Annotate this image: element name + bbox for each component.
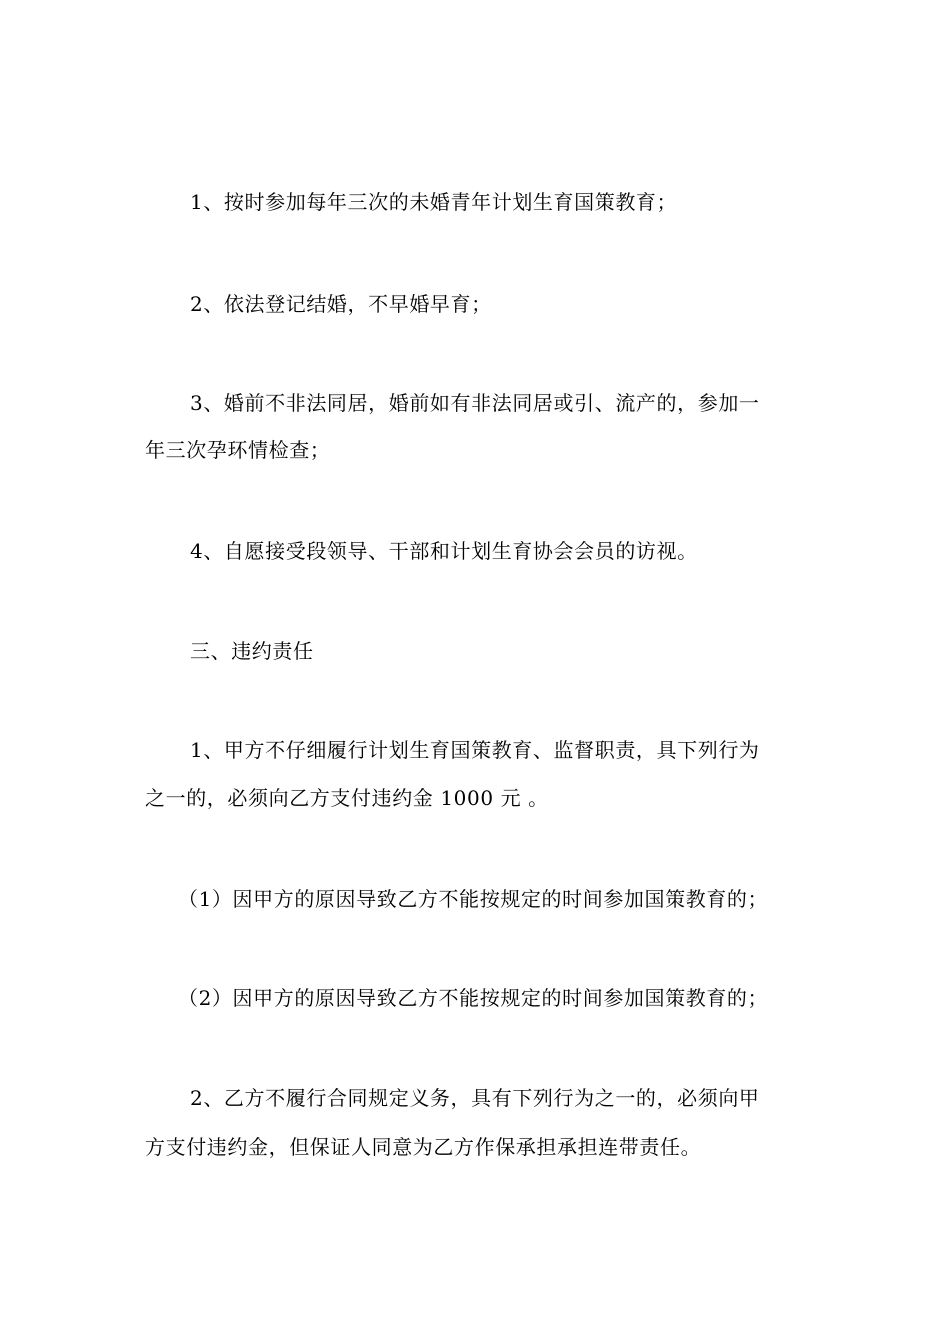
paragraph-item-4: 4、自愿接受段领导、干部和计划生育协会会员的访视。 bbox=[190, 539, 698, 563]
sub-clause-1: （1）因甲方的原因导致乙方不能按规定的时间参加国策教育的； bbox=[178, 887, 769, 911]
paragraph-item-2: 2、依法登记结婚，不早婚早育； bbox=[190, 292, 492, 316]
clause-2-line-1: 2、乙方不履行合同规定义务，具有下列行为之一的，必须向甲 bbox=[190, 1086, 760, 1110]
section-heading: 三、违约责任 bbox=[190, 639, 314, 663]
sub-clause-2: （2）因甲方的原因导致乙方不能按规定的时间参加国策教育的； bbox=[178, 986, 769, 1010]
clause-1-line-1: 1、甲方不仔细履行计划生育国策教育、监督职责，具下列行为 bbox=[190, 738, 760, 762]
paragraph-item-1: 1、按时参加每年三次的未婚青年计划生育国策教育； bbox=[190, 190, 678, 214]
paragraph-item-3-line-1: 3、婚前不非法同居，婚前如有非法同居或引、流产的，参加一 bbox=[190, 391, 760, 415]
clause-1-line-2: 之一的，必须向乙方支付违约金 1000 元 。 bbox=[145, 786, 549, 810]
paragraph-item-3-line-2: 年三次孕环情检查； bbox=[145, 438, 331, 462]
clause-2-line-2: 方支付违约金，但保证人同意为乙方作保承担承担连带责任。 bbox=[145, 1135, 702, 1159]
